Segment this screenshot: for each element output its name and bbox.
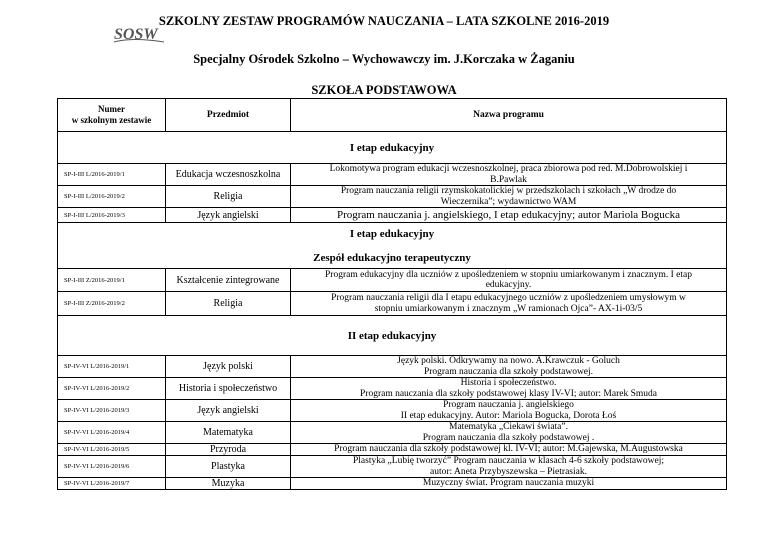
- program-cell: Program nauczania religii dla I etapu edukacyjnego uczniów z upośledzeniem umysłowym w stopniu umiarkowanym i znacznym „W ramionach Ojca”- AX-1i-03/5: [291, 292, 727, 316]
- program-cell: Program nauczania religii rzymskokatolickiej w przedszkolach i szkołach „W drodze do Wieczernika”; wydawnictwo WAM: [291, 186, 727, 208]
- table-row: [58, 378, 727, 400]
- table-row: [58, 292, 727, 316]
- program-cell: Program nauczania dla szkoły podstawowej kl. IV-VI; autor: M.Gajewska, M.Augustowska: [291, 444, 727, 456]
- table-row: [58, 422, 727, 444]
- program-cell: Matematyka „Ciekawi świata”. Program nauczania dla szkoły podstawowej .: [291, 422, 727, 444]
- program-code: SP-IV-VI L/2016-2019/7: [58, 478, 166, 490]
- program-cell: Program edukacyjny dla uczniów z upośledzeniem w stopniu umiarkowanym i znacznym. I etap edukacyjny.: [291, 269, 727, 292]
- subject-cell: Religia: [166, 186, 291, 208]
- stage-row: I etap edukacyjny Zespół edukacyjno terapeutyczny: [58, 223, 727, 269]
- header-number: Numer w szkolnym zestawie: [58, 99, 166, 132]
- institution-name: Specjalny Ośrodek Szkolno – Wychowawczy im. J.Korczaka w Żaganiu: [193, 52, 575, 66]
- table-row: [58, 356, 727, 378]
- table-row: [58, 164, 727, 186]
- subject-cell: Kształcenie zintegrowane: [166, 269, 291, 292]
- program-cell: Program nauczania j. angielskiego, I etap edukacyjny; autor Mariola Bogucka: [291, 208, 727, 223]
- header-subject: Przedmiot: [166, 99, 291, 132]
- table-row: [58, 478, 727, 490]
- svg-text:SOSW: SOSW: [114, 26, 158, 43]
- stage-row: I etap edukacyjny: [58, 132, 727, 164]
- table-row: [58, 208, 727, 223]
- table-row: [58, 186, 727, 208]
- document-title: SZKOLNY ZESTAW PROGRAMÓW NAUCZANIA – LATA SZKOLNE 2016-2019: [158, 14, 610, 28]
- subject-cell: Język angielski: [166, 208, 291, 223]
- table-header-row: [58, 99, 727, 132]
- program-code: SP-IV-VI L/2016-2019/5: [58, 444, 166, 456]
- program-code: SP-I-III L/2016-2019/3: [58, 208, 166, 223]
- program-code: SP-IV-VI L/2016-2019/6: [58, 456, 166, 478]
- programs-table: [57, 98, 727, 490]
- program-code: SP-I-III L/2016-2019/2: [58, 186, 166, 208]
- program-cell: Muzyczny świat. Program nauczania muzyki: [291, 478, 727, 490]
- program-cell: Lokomotywa program edukacji wczesnoszkolnej, praca zbiorowa pod red. M.Dobrowolskiej i B.Pawlak: [291, 164, 727, 186]
- subject-cell: Przyroda: [166, 444, 291, 456]
- program-cell: Język polski. Odkrywamy na nowo. A.Krawczuk - Goluch Program nauczania dla szkoły podstawowej.: [291, 356, 727, 378]
- subject-cell: Edukacja wczesnoszkolna: [166, 164, 291, 186]
- program-code: SP-IV-VI L/2016-2019/4: [58, 422, 166, 444]
- program-cell: Historia i społeczeństwo. Program nauczania dla szkoły podstawowej klasy IV-VI; autor: Marek Smuda: [291, 378, 727, 400]
- subject-cell: Historia i społeczeństwo: [166, 378, 291, 400]
- program-code: SP-I-III L/2016-2019/1: [58, 164, 166, 186]
- subject-cell: Język polski: [166, 356, 291, 378]
- program-cell: Program nauczania j. angielskiego II etap edukacyjny. Autor: Mariola Bogucka, Dorota Łoś: [291, 400, 727, 422]
- subject-cell: Matematyka: [166, 422, 291, 444]
- program-code: SP-IV-VI L/2016-2019/3: [58, 400, 166, 422]
- table-row: [58, 456, 727, 478]
- program-code: SP-I-III Z/2016-2019/2: [58, 292, 166, 316]
- stage-row: II etap edukacyjny: [58, 316, 727, 356]
- table-row: [58, 400, 727, 422]
- subject-cell: Język angielski: [166, 400, 291, 422]
- program-code: SP-IV-VI L/2016-2019/2: [58, 378, 166, 400]
- program-code: SP-IV-VI L/2016-2019/1: [58, 356, 166, 378]
- subject-cell: Plastyka: [166, 456, 291, 478]
- header-program: Nazwa programu: [291, 99, 727, 132]
- table-row: [58, 269, 727, 292]
- school-logo: [112, 22, 166, 46]
- program-cell: Plastyka „Lubię tworzyć” Program nauczania w klasach 4-6 szkoły podstawowej; autor: Aneta Przybyszewska – Pietrasiak.: [291, 456, 727, 478]
- table-row: [58, 444, 727, 456]
- subject-cell: Muzyka: [166, 478, 291, 490]
- subject-cell: Religia: [166, 292, 291, 316]
- program-code: SP-I-III Z/2016-2019/1: [58, 269, 166, 292]
- school-type-heading: SZKOŁA PODSTAWOWA: [311, 83, 457, 97]
